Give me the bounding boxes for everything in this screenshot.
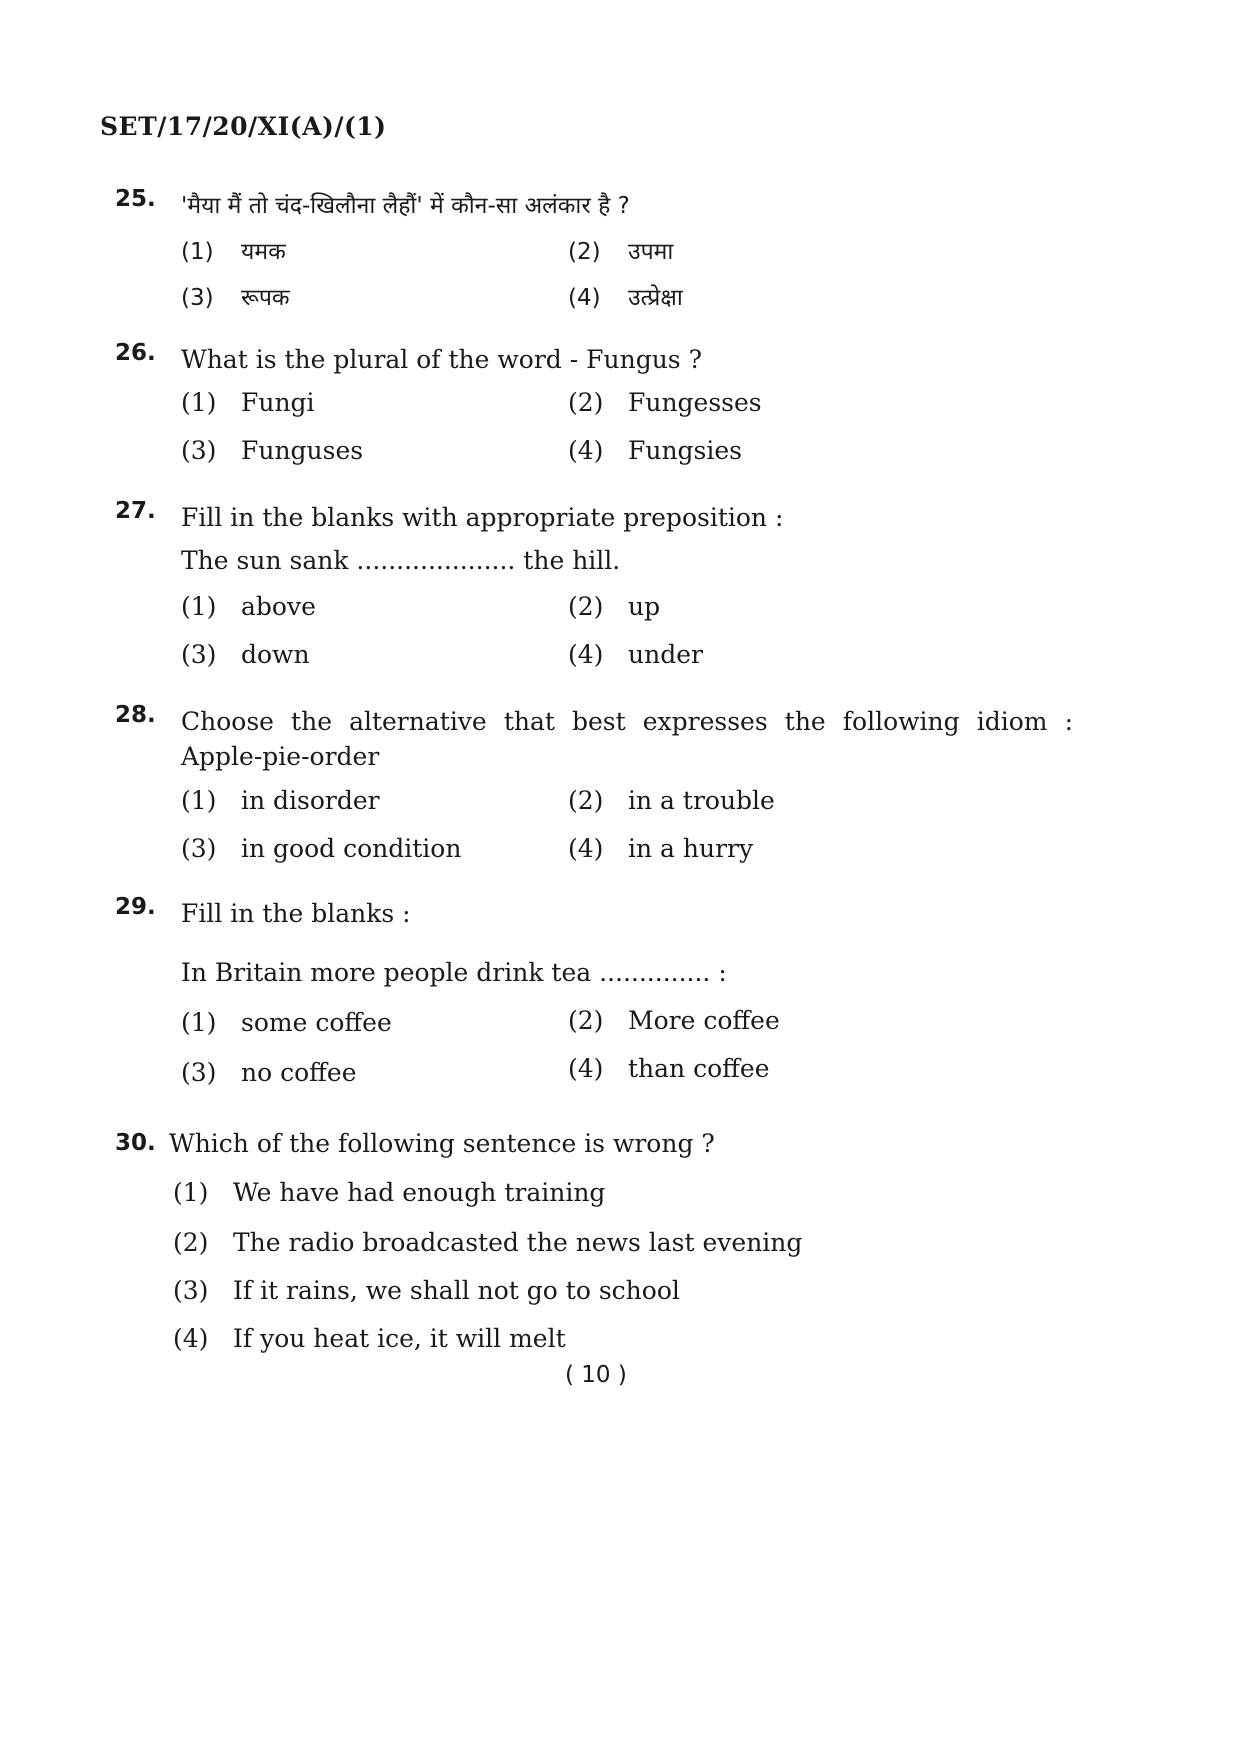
question-number: 25.: [115, 186, 156, 212]
option-number: (1): [181, 388, 217, 417]
option-2[interactable]: [568, 786, 775, 815]
question-text: Fill in the blanks with appropriate preposition :: [181, 503, 784, 532]
option-number: (4): [568, 834, 604, 863]
option-number: (3): [181, 285, 214, 311]
option-text: some coffee: [241, 1008, 392, 1037]
page-number: ( 10 ): [565, 1362, 627, 1388]
option-number: (2): [568, 786, 604, 815]
option-number: (4): [568, 285, 601, 311]
question-text: 'मैया मैं तो चंद-खिलौना लैहौं' में कौन-सा अलंकार है ?: [181, 193, 630, 219]
option-text: in a hurry: [628, 834, 754, 863]
question-number: 27.: [115, 498, 156, 524]
option-number: (1): [181, 239, 214, 265]
option-1[interactable]: [181, 388, 315, 417]
question-sentence: The sun sank .................... the hill.: [181, 546, 621, 575]
option-text: रूपक: [241, 285, 290, 311]
option-number: (1): [181, 1008, 217, 1037]
option-2[interactable]: [568, 388, 762, 417]
option-3[interactable]: [181, 1058, 357, 1087]
paper-code: SET/17/20/XI(A)/(1): [100, 112, 387, 141]
option-text: More coffee: [628, 1006, 780, 1035]
option-3[interactable]: [181, 834, 461, 863]
option-text: in disorder: [241, 786, 380, 815]
option-number: (2): [568, 388, 604, 417]
option-number: (1): [181, 592, 217, 621]
option-text: We have had enough training: [233, 1178, 606, 1207]
question-number: 26.: [115, 340, 156, 366]
option-text: under: [628, 640, 703, 669]
option-number: (4): [173, 1324, 209, 1353]
question-text: Choose the alternative that best expresses the following idiom :: [181, 707, 1073, 736]
option-number: (3): [181, 640, 217, 669]
option-1[interactable]: [181, 592, 316, 621]
option-4[interactable]: [568, 1054, 770, 1083]
option-3[interactable]: [181, 640, 310, 669]
option-number: (3): [181, 436, 217, 465]
option-number: (2): [568, 239, 601, 265]
option-text: Fungsies: [628, 436, 743, 465]
option-1[interactable]: [173, 1178, 605, 1207]
option-3[interactable]: [173, 1276, 680, 1305]
option-text: उत्प्रेक्षा: [628, 285, 683, 311]
option-number: (1): [181, 786, 217, 815]
option-text: यमक: [241, 239, 286, 265]
option-text: in a trouble: [628, 786, 775, 815]
option-text: above: [241, 592, 316, 621]
option-number: (4): [568, 436, 604, 465]
option-4[interactable]: [568, 280, 683, 312]
question-text: What is the plural of the word - Fungus ?: [181, 345, 702, 374]
question-text: Fill in the blanks :: [181, 899, 411, 928]
option-text: than coffee: [628, 1054, 770, 1083]
option-text: उपमा: [628, 239, 674, 265]
option-text: in good condition: [241, 834, 462, 863]
option-number: (1): [173, 1178, 209, 1207]
question-sentence: In Britain more people drink tea .............. :: [181, 958, 727, 987]
option-number: (2): [568, 592, 604, 621]
question-number: 28.: [115, 702, 156, 728]
option-text: up: [628, 592, 661, 621]
option-1[interactable]: [181, 786, 380, 815]
idiom-text: Apple-pie-order: [181, 742, 380, 771]
option-number: (3): [181, 1058, 217, 1087]
option-2[interactable]: [568, 592, 660, 621]
question-number: 29.: [115, 894, 156, 920]
option-2[interactable]: [173, 1228, 802, 1257]
option-number: (3): [181, 834, 217, 863]
option-2[interactable]: [568, 234, 673, 266]
option-1[interactable]: [181, 234, 286, 266]
option-2[interactable]: [568, 1006, 780, 1035]
option-text: Fungi: [241, 388, 315, 417]
option-number: (3): [173, 1276, 209, 1305]
question-text: Which of the following sentence is wrong ?: [169, 1129, 715, 1158]
option-4[interactable]: [568, 834, 753, 863]
option-3[interactable]: [181, 436, 363, 465]
option-3[interactable]: [181, 280, 290, 312]
option-number: (4): [568, 1054, 604, 1083]
option-1[interactable]: [181, 1008, 392, 1037]
option-text: Fungesses: [628, 388, 762, 417]
option-4[interactable]: [568, 640, 703, 669]
option-text: The radio broadcasted the news last evening: [233, 1228, 803, 1257]
option-number: (2): [173, 1228, 209, 1257]
option-text: no coffee: [241, 1058, 357, 1087]
option-4[interactable]: [173, 1324, 566, 1353]
option-text: If you heat ice, it will melt: [233, 1324, 566, 1353]
option-number: (4): [568, 640, 604, 669]
option-text: Funguses: [241, 436, 364, 465]
option-4[interactable]: [568, 436, 742, 465]
option-number: (2): [568, 1006, 604, 1035]
option-text: If it rains, we shall not go to school: [233, 1276, 680, 1305]
option-text: down: [241, 640, 310, 669]
question-number: 30.: [115, 1130, 156, 1156]
